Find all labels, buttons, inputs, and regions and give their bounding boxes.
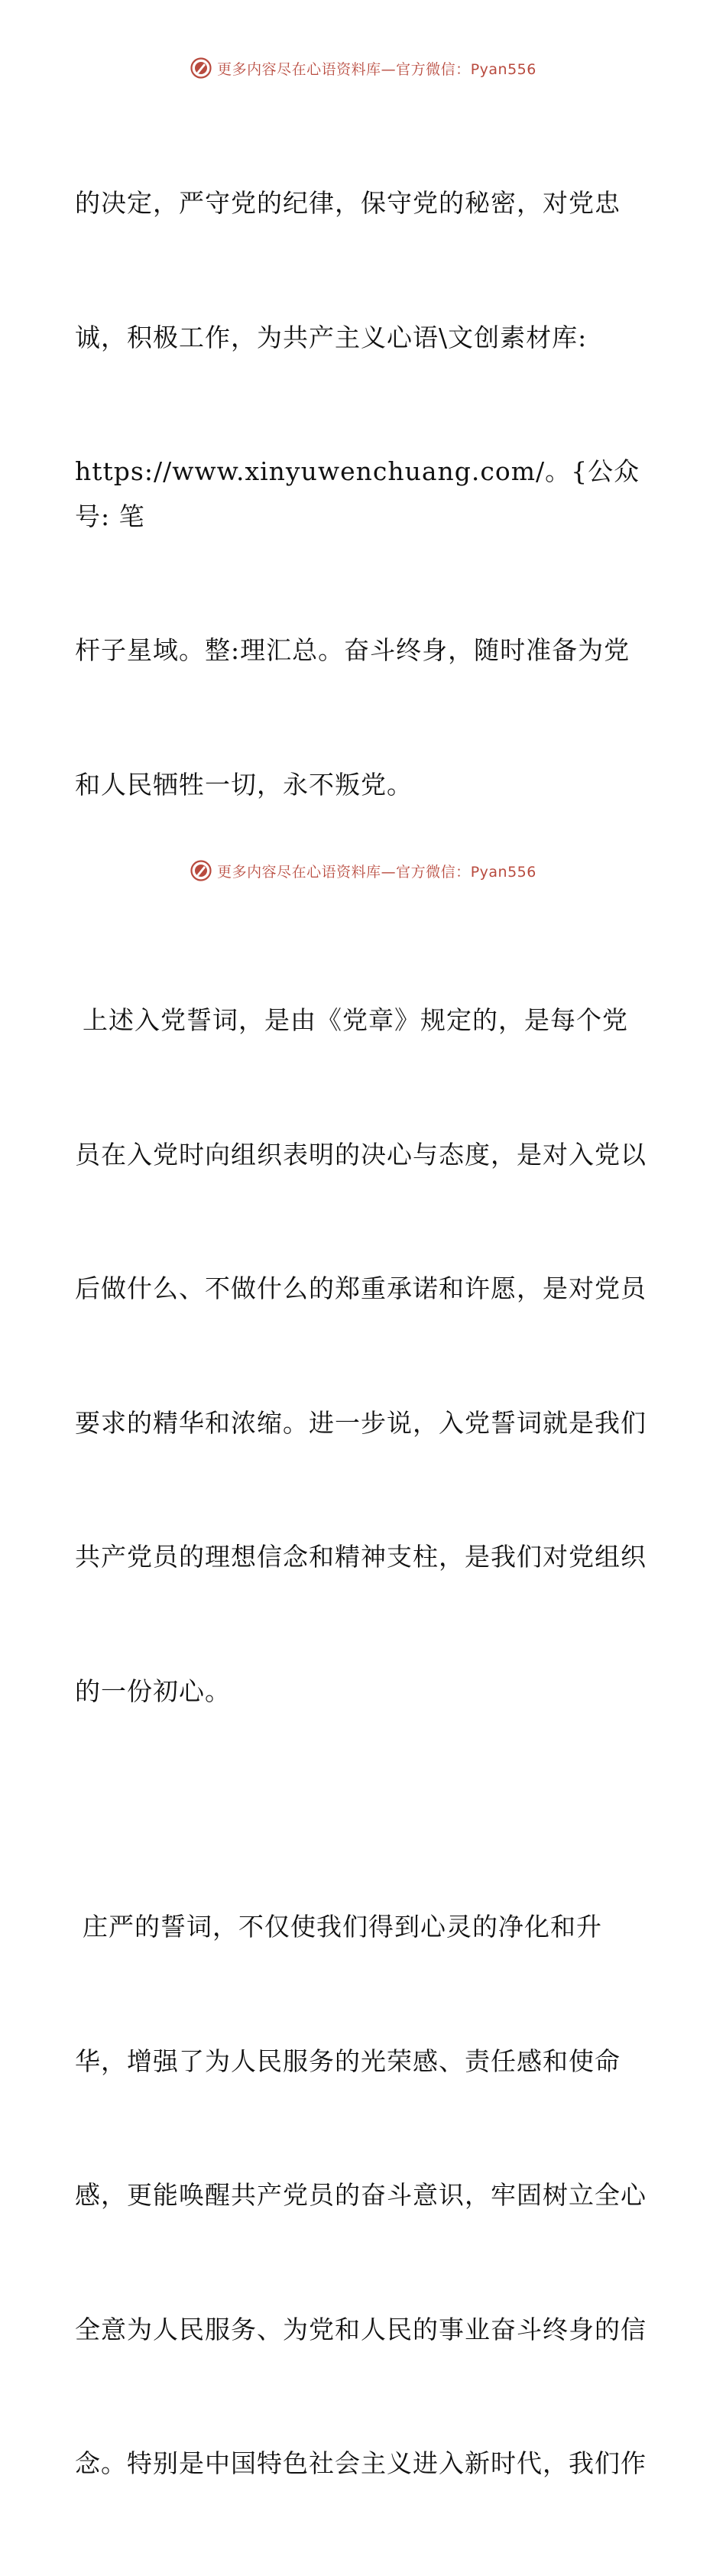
- text-line: 上述入党誓词，是由《党章》规定的，是每个党: [83, 1005, 628, 1035]
- text-line: 共产党员的理想信念和精神支柱，是我们对党组织: [75, 1542, 647, 1572]
- text-line: 的一份初心。: [75, 1676, 231, 1706]
- paragraph-2: [75, 909, 650, 1803]
- paragraph-3: [75, 1815, 650, 2576]
- text-line: 要求的精华和浓缩。进一步说，入党誓词就是我们: [75, 1407, 647, 1438]
- text-line: 华，增强了为人民服务的光荣感、责任感和使命: [75, 2046, 621, 2076]
- text-line: https://www.xinyuwenchuang.com/。{公众号: 笔: [75, 456, 640, 531]
- text-line: 和人民牺牲一切，永不叛党。: [75, 769, 413, 800]
- text-line: 诚，积极工作，为共产主义心语\文创素材库:: [75, 322, 588, 352]
- banner-site-text: 更多内容尽在心语资料库: [217, 60, 381, 78]
- text-line: 的决定，严守党的纪律，保守党的秘密，对党忠: [75, 188, 621, 218]
- pen-nib-seal-icon: [190, 57, 212, 79]
- banner-separator: —: [381, 60, 397, 78]
- banner-site-text: 更多内容尽在心语资料库: [217, 863, 381, 881]
- banner-wechat-label: 官方微信：: [396, 863, 471, 881]
- banner-wechat-id: Pyan556: [470, 60, 536, 78]
- banner-wechat-label: 官方微信：: [396, 60, 471, 78]
- text-line: 感，更能唤醒共产党员的奋斗意识，牢固树立全心: [75, 2180, 647, 2210]
- document-body: [75, 92, 650, 2576]
- pen-nib-seal-icon: [190, 859, 212, 882]
- text-line: 念。特别是中国特色社会主义进入新时代，我们作: [75, 2448, 647, 2478]
- banner-wechat-id: Pyan556: [470, 863, 536, 881]
- banner-text: [217, 58, 536, 79]
- banner-text: [217, 861, 536, 881]
- text-line: 全意为人民服务、为党和人民的事业奋斗终身的信: [75, 2314, 647, 2344]
- text-line: 员在入党时向组织表明的决心与态度，是对入党以: [75, 1139, 647, 1170]
- footer-banner: [0, 858, 726, 884]
- banner-separator: —: [381, 863, 397, 881]
- text-line: 杆子星域。整:理汇总。奋斗终身，随时准备为党: [75, 635, 630, 665]
- text-line: 后做什么、不做什么的郑重承诺和许愿，是对党员: [75, 1273, 647, 1303]
- text-line: 庄严的誓词，不仅使我们得到心灵的净化和升: [83, 1912, 602, 1942]
- paragraph-1: [75, 92, 650, 897]
- header-banner: [0, 55, 726, 81]
